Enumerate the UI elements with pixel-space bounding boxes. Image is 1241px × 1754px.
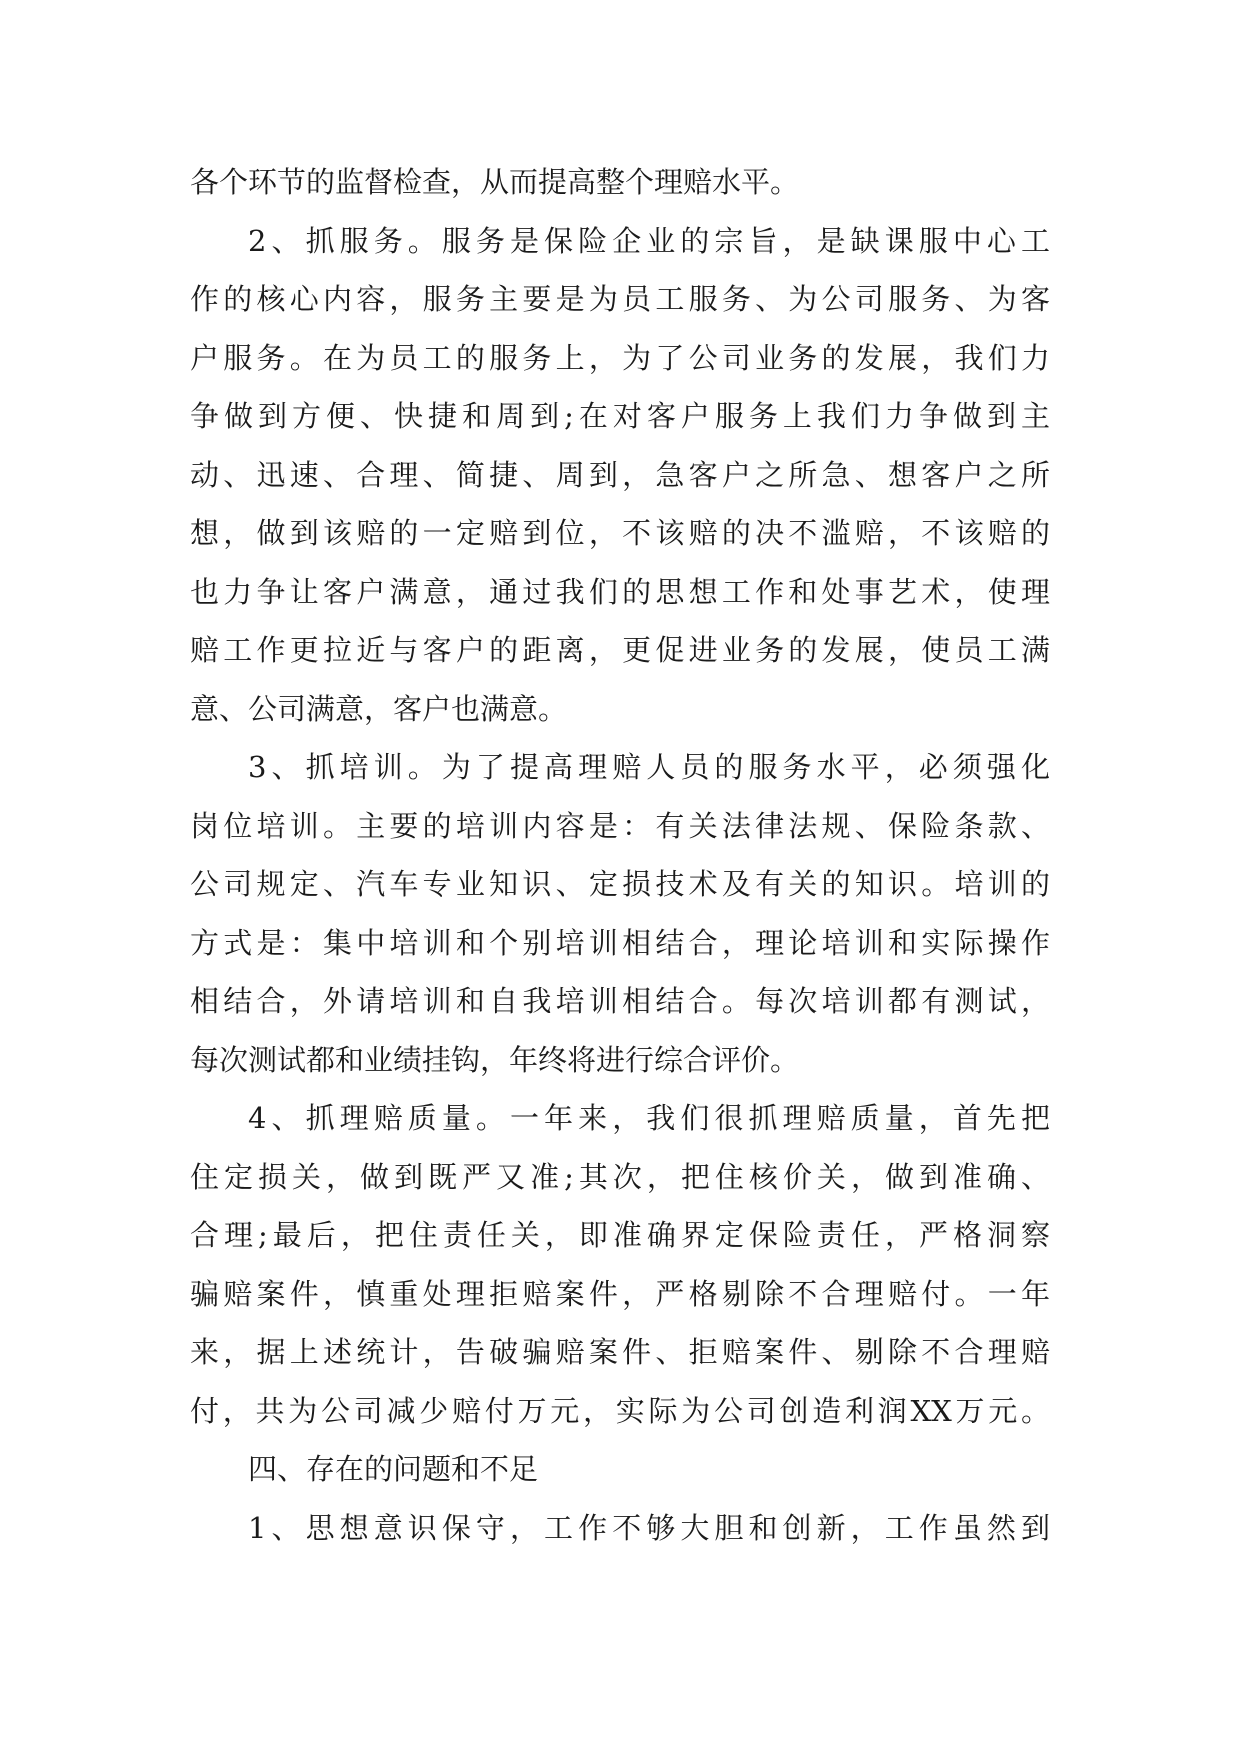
text-line: 2、抓服务。服务是保险企业的宗旨，是缺课服中心工 [248, 223, 1050, 258]
text-line: 意、公司满意，客户也满意。 [190, 691, 568, 726]
text-line: 方式是：集中培训和个别培训相结合，理论培训和实际操作 [190, 925, 1050, 960]
text-line: 相结合，外请培训和自我培训相结合。每次培训都有测试， [190, 984, 1050, 1018]
text-line: 4、抓理赔质量。一年来，我们很抓理赔质量，首先把 [248, 1101, 1050, 1135]
text-line: 合理;最后，把住责任关，即准确界定保险责任，严格洞察 [190, 1218, 1050, 1252]
text-line: 想，做到该赔的一定赔到位，不该赔的决不滥赔，不该赔的 [190, 516, 1050, 550]
text-line: 赔工作更拉近与客户的距离，更促进业务的发展，使员工满 [190, 633, 1050, 667]
text-line: 公司规定、汽车专业知识、定损技术及有关的知识。培训的 [190, 867, 1050, 901]
text-line: 动、迅速、合理、简捷、周到，急客户之所急、想客户之所 [190, 457, 1050, 492]
text-line: 骗赔案件，慎重处理拒赔案件，严格剔除不合理赔付。一年 [190, 1276, 1050, 1311]
text-line: 住定损关，做到既严又准;其次，把住核价关，做到准确、 [190, 1159, 1050, 1194]
text-line: 3、抓培训。为了提高理赔人员的服务水平，必须强化 [248, 750, 1050, 784]
text-line: 来，据上述统计，告破骗赔案件、拒赔案件、剔除不合理赔 [190, 1335, 1050, 1369]
text-line: 各个环节的监督检查，从而提高整个理赔水平。 [190, 165, 800, 199]
document-body [190, 153, 1050, 1557]
text-line: 付，共为公司减少赔付万元，实际为公司创造利润XX万元。 [190, 1393, 1050, 1428]
text-line: 四、存在的问题和不足 [248, 1452, 539, 1486]
text-line: 每次测试都和业绩挂钩，年终将进行综合评价。 [190, 1042, 800, 1077]
text-line: 1、思想意识保守，工作不够大胆和创新，工作虽然到 [248, 1510, 1050, 1545]
text-line: 户服务。在为员工的服务上，为了公司业务的发展，我们力 [190, 340, 1050, 375]
text-line: 也力争让客户满意，通过我们的思想工作和处事艺术，使理 [190, 574, 1050, 609]
text-line: 岗位培训。主要的培训内容是：有关法律法规、保险条款、 [190, 808, 1050, 843]
text-line: 作的核心内容，服务主要是为员工服务、为公司服务、为客 [190, 282, 1050, 316]
text-line: 争做到方便、快捷和周到;在对客户服务上我们力争做到主 [190, 399, 1050, 433]
